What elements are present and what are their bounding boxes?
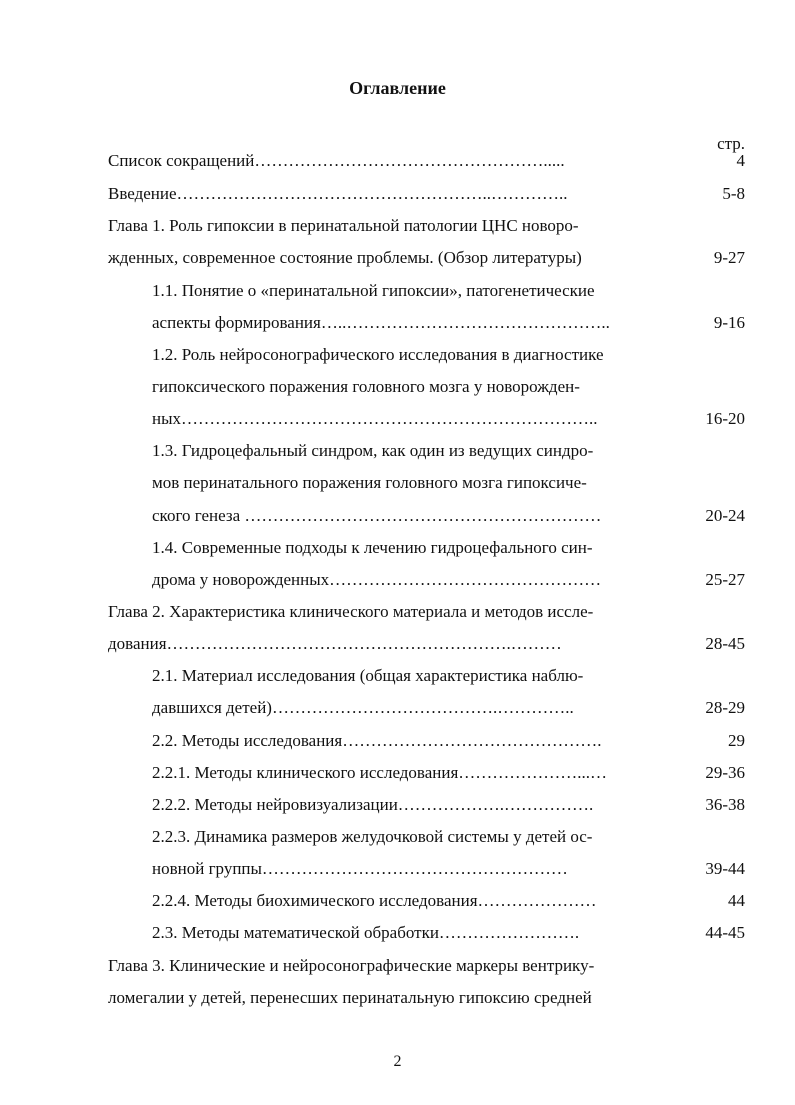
- toc-entry-page: 36-38: [705, 795, 745, 814]
- toc-entry-text: аспекты формирования…..………………………………………..: [152, 313, 610, 332]
- toc-entry-text: дования…………………………………………………….………: [108, 634, 562, 653]
- toc-entry-page: 28-45: [705, 634, 745, 653]
- toc-entry-page: 44-45: [705, 923, 745, 942]
- toc-entry-text: ского генеза ………………………………………………………: [152, 506, 602, 525]
- toc-entry-text: Введение………………………………………………..…………..: [108, 184, 568, 203]
- toc-entry-text: 2.3. Методы математической обработки…………………….: [152, 923, 580, 942]
- toc-entry-page: 20-24: [705, 506, 745, 525]
- toc-entry-page: 29-36: [705, 763, 745, 782]
- toc-entry-text: 2.2.4. Методы биохимического исследования…………………: [152, 891, 597, 910]
- toc-entry-text: мов перинатального поражения головного мозга гипоксиче-: [152, 473, 587, 492]
- toc-entry-page: 25-27: [705, 570, 745, 589]
- page-column-label: стр.: [717, 134, 745, 153]
- toc-entry-page: 4: [736, 151, 745, 170]
- toc-entry-page: 44: [728, 891, 745, 910]
- toc-entry-text: жденных, современное состояние проблемы. (Обзор литературы): [108, 248, 582, 267]
- toc-entry-text: давшихся детей)………………………………….…………..: [152, 698, 574, 717]
- toc-entry-text: 2.2.3. Динамика размеров желудочковой системы у детей ос-: [152, 827, 593, 846]
- toc-entry-page: 29: [728, 731, 745, 750]
- toc-entry-page: 28-29: [705, 698, 745, 717]
- toc-entry-text: 2.2.2. Методы нейровизуализации……………….…………….: [152, 795, 594, 814]
- toc-entry-page: 5-8: [722, 184, 745, 203]
- toc-entry-page: 16-20: [705, 409, 745, 428]
- toc-entry-text: 1.2. Роль нейросонографического исследования в диагностике: [152, 345, 604, 364]
- toc-entry-text: Глава 2. Характеристика клинического материала и методов иссле-: [108, 602, 594, 621]
- toc-entry-text: Список сокращений…………………………………………….....: [108, 151, 565, 170]
- page-title: Оглавление: [349, 78, 446, 98]
- toc-entry-text: гипоксического поражения головного мозга у новорожден-: [152, 377, 580, 396]
- toc-entry-text: 1.3. Гидроцефальный синдром, как один из ведущих синдро-: [152, 441, 594, 460]
- toc-entry-text: Глава 1. Роль гипоксии в перинатальной патологии ЦНС новоро-: [108, 216, 579, 235]
- page-number: 2: [393, 1053, 402, 1070]
- toc-entry-text: Глава 3. Клинические и нейросонографические маркеры вентрику-: [108, 956, 595, 975]
- toc-entry-text: 2.2.1. Методы клинического исследования…………………...…: [152, 763, 608, 782]
- toc-entry-text: ных………………………………………………………………..: [152, 409, 598, 428]
- toc-entry-text: 2.1. Материал исследования (общая характеристика наблю-: [152, 666, 584, 685]
- toc-entry-text: новной группы………………………………………………: [152, 859, 568, 878]
- toc-entry-page: 39-44: [705, 859, 745, 878]
- toc-entry-text: 1.1. Понятие о «перинатальной гипоксии», патогенетические: [152, 281, 595, 300]
- toc-entry-text: 1.4. Современные подходы к лечению гидроцефального син-: [152, 538, 593, 557]
- toc-entry-page: 9-16: [713, 313, 745, 332]
- toc-entry-page: 9-27: [713, 248, 745, 267]
- toc-entry-text: 2.2. Методы исследования……………………………………….: [152, 731, 602, 750]
- toc-entry-text: дрома у новорожденных…………………………………………: [152, 570, 602, 589]
- toc-entry-text: ломегалии у детей, перенесших перинатальную гипоксию средней: [108, 988, 592, 1007]
